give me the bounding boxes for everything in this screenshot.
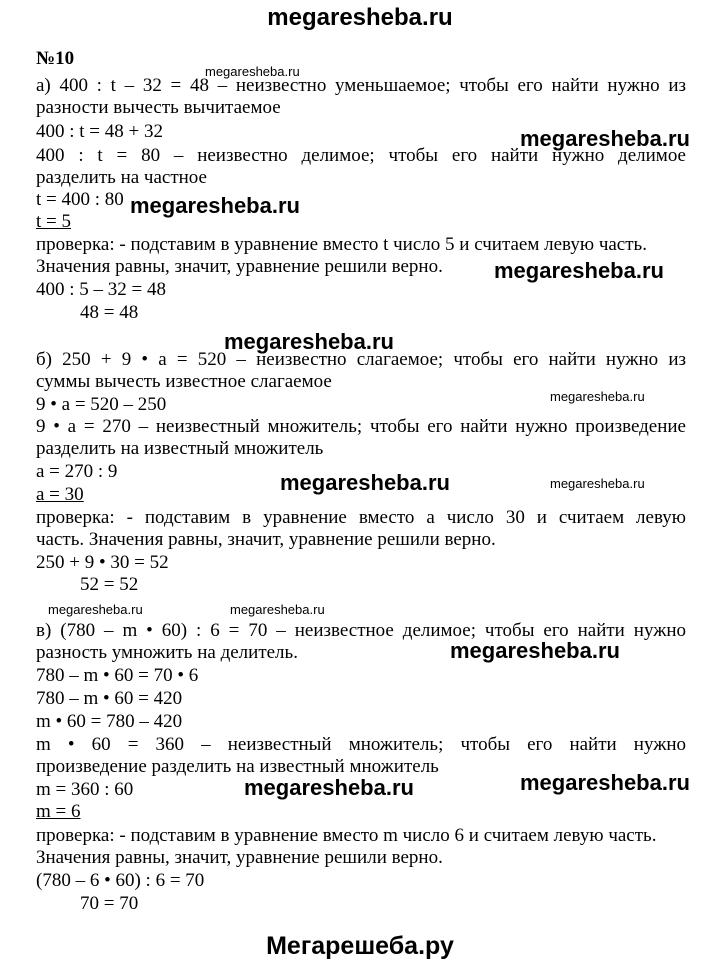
text-line: 70 = 70 [80,893,139,914]
text-line: проверка: - подставим в уравнение вместо m число 6 и считаем левую часть. [36,825,657,846]
text-line: 400 : t = 48 + 32 [36,121,163,142]
text-line: разделить на известный множитель [36,438,324,459]
text-line: a = 270 : 9 [36,461,118,482]
watermark: megaresheba.ru [550,389,645,404]
watermark: megaresheba.ru [48,602,143,617]
text-line: проверка: - подставим в уравнение вместо a число 30 и считаем левую [36,507,686,528]
watermark: megaresheba.ru [450,638,620,663]
text-line: m = 360 : 60 [36,779,134,800]
text-line: б) 250 + 9 • a = 520 – неизвестно слагаемое; чтобы его найти нужно из [36,349,686,370]
text-line: 400 : 5 – 32 = 48 [36,279,166,300]
watermark: megaresheba.ru [520,126,690,151]
text-line: разделить на частное [36,167,207,188]
text-line: t = 400 : 80 [36,189,124,210]
text-line: суммы вычесть известное слагаемое [36,371,332,392]
text-line: часть. Значения равны, значит, уравнение решили верно. [36,529,496,550]
watermark: megaresheba.ru [205,64,300,79]
watermark: megaresheba.ru [550,476,645,491]
watermark: megaresheba.ru [520,770,690,795]
answer-line: t = 5 [36,211,71,232]
text-line: 52 = 52 [80,574,139,595]
text-line: 780 – m • 60 = 70 • 6 [36,665,199,686]
text-line: а) 400 : t – 32 = 48 – неизвестно уменьшаемое; чтобы его найти нужно из [36,75,686,96]
watermark: megaresheba.ru [130,193,300,218]
site-footer: Мегарешеба.ру [266,932,454,960]
text-line: m • 60 = 780 – 420 [36,711,183,732]
text-line: в) (780 – m • 60) : 6 = 70 – неизвестное делимое; чтобы его найти нужно [36,620,686,641]
text-line: 400 : t = 80 – неизвестно делимое; чтобы его найти нужно делимое [36,145,686,166]
text-line: Значения равны, значит, уравнение решили верно. [36,256,443,277]
watermark: megaresheba.ru [224,329,394,354]
watermark: megaresheba.ru [230,602,325,617]
text-line: Значения равны, значит, уравнение решили верно. [36,847,443,868]
text-line: 9 • a = 520 – 250 [36,394,167,415]
watermark: megaresheba.ru [244,775,414,800]
text-line: m • 60 = 360 – неизвестный множитель; чтобы его найти нужно [36,734,686,755]
text-line: произведение разделить на известный множитель [36,756,439,777]
text-line: 780 – m • 60 = 420 [36,688,183,709]
watermark: megaresheba.ru [280,470,450,495]
text-line: 9 • a = 270 – неизвестный множитель; чтобы его найти нужно произведение [36,416,686,437]
answer-line: m = 6 [36,801,81,822]
task-number: №10 [36,48,75,69]
watermark: megaresheba.ru [494,258,664,283]
text-line: (780 – 6 • 60) : 6 = 70 [36,870,205,891]
text-line: разность умножить на делитель. [36,642,298,663]
text-line: проверка: - подставим в уравнение вместо t число 5 и считаем левую часть. [36,234,647,255]
answer-line: a = 30 [36,484,84,505]
text-line: 250 + 9 • 30 = 52 [36,552,169,573]
text-line: 48 = 48 [80,302,139,323]
text-line: разности вычесть вычитаемое [36,97,281,118]
site-header: megaresheba.ru [267,4,453,31]
